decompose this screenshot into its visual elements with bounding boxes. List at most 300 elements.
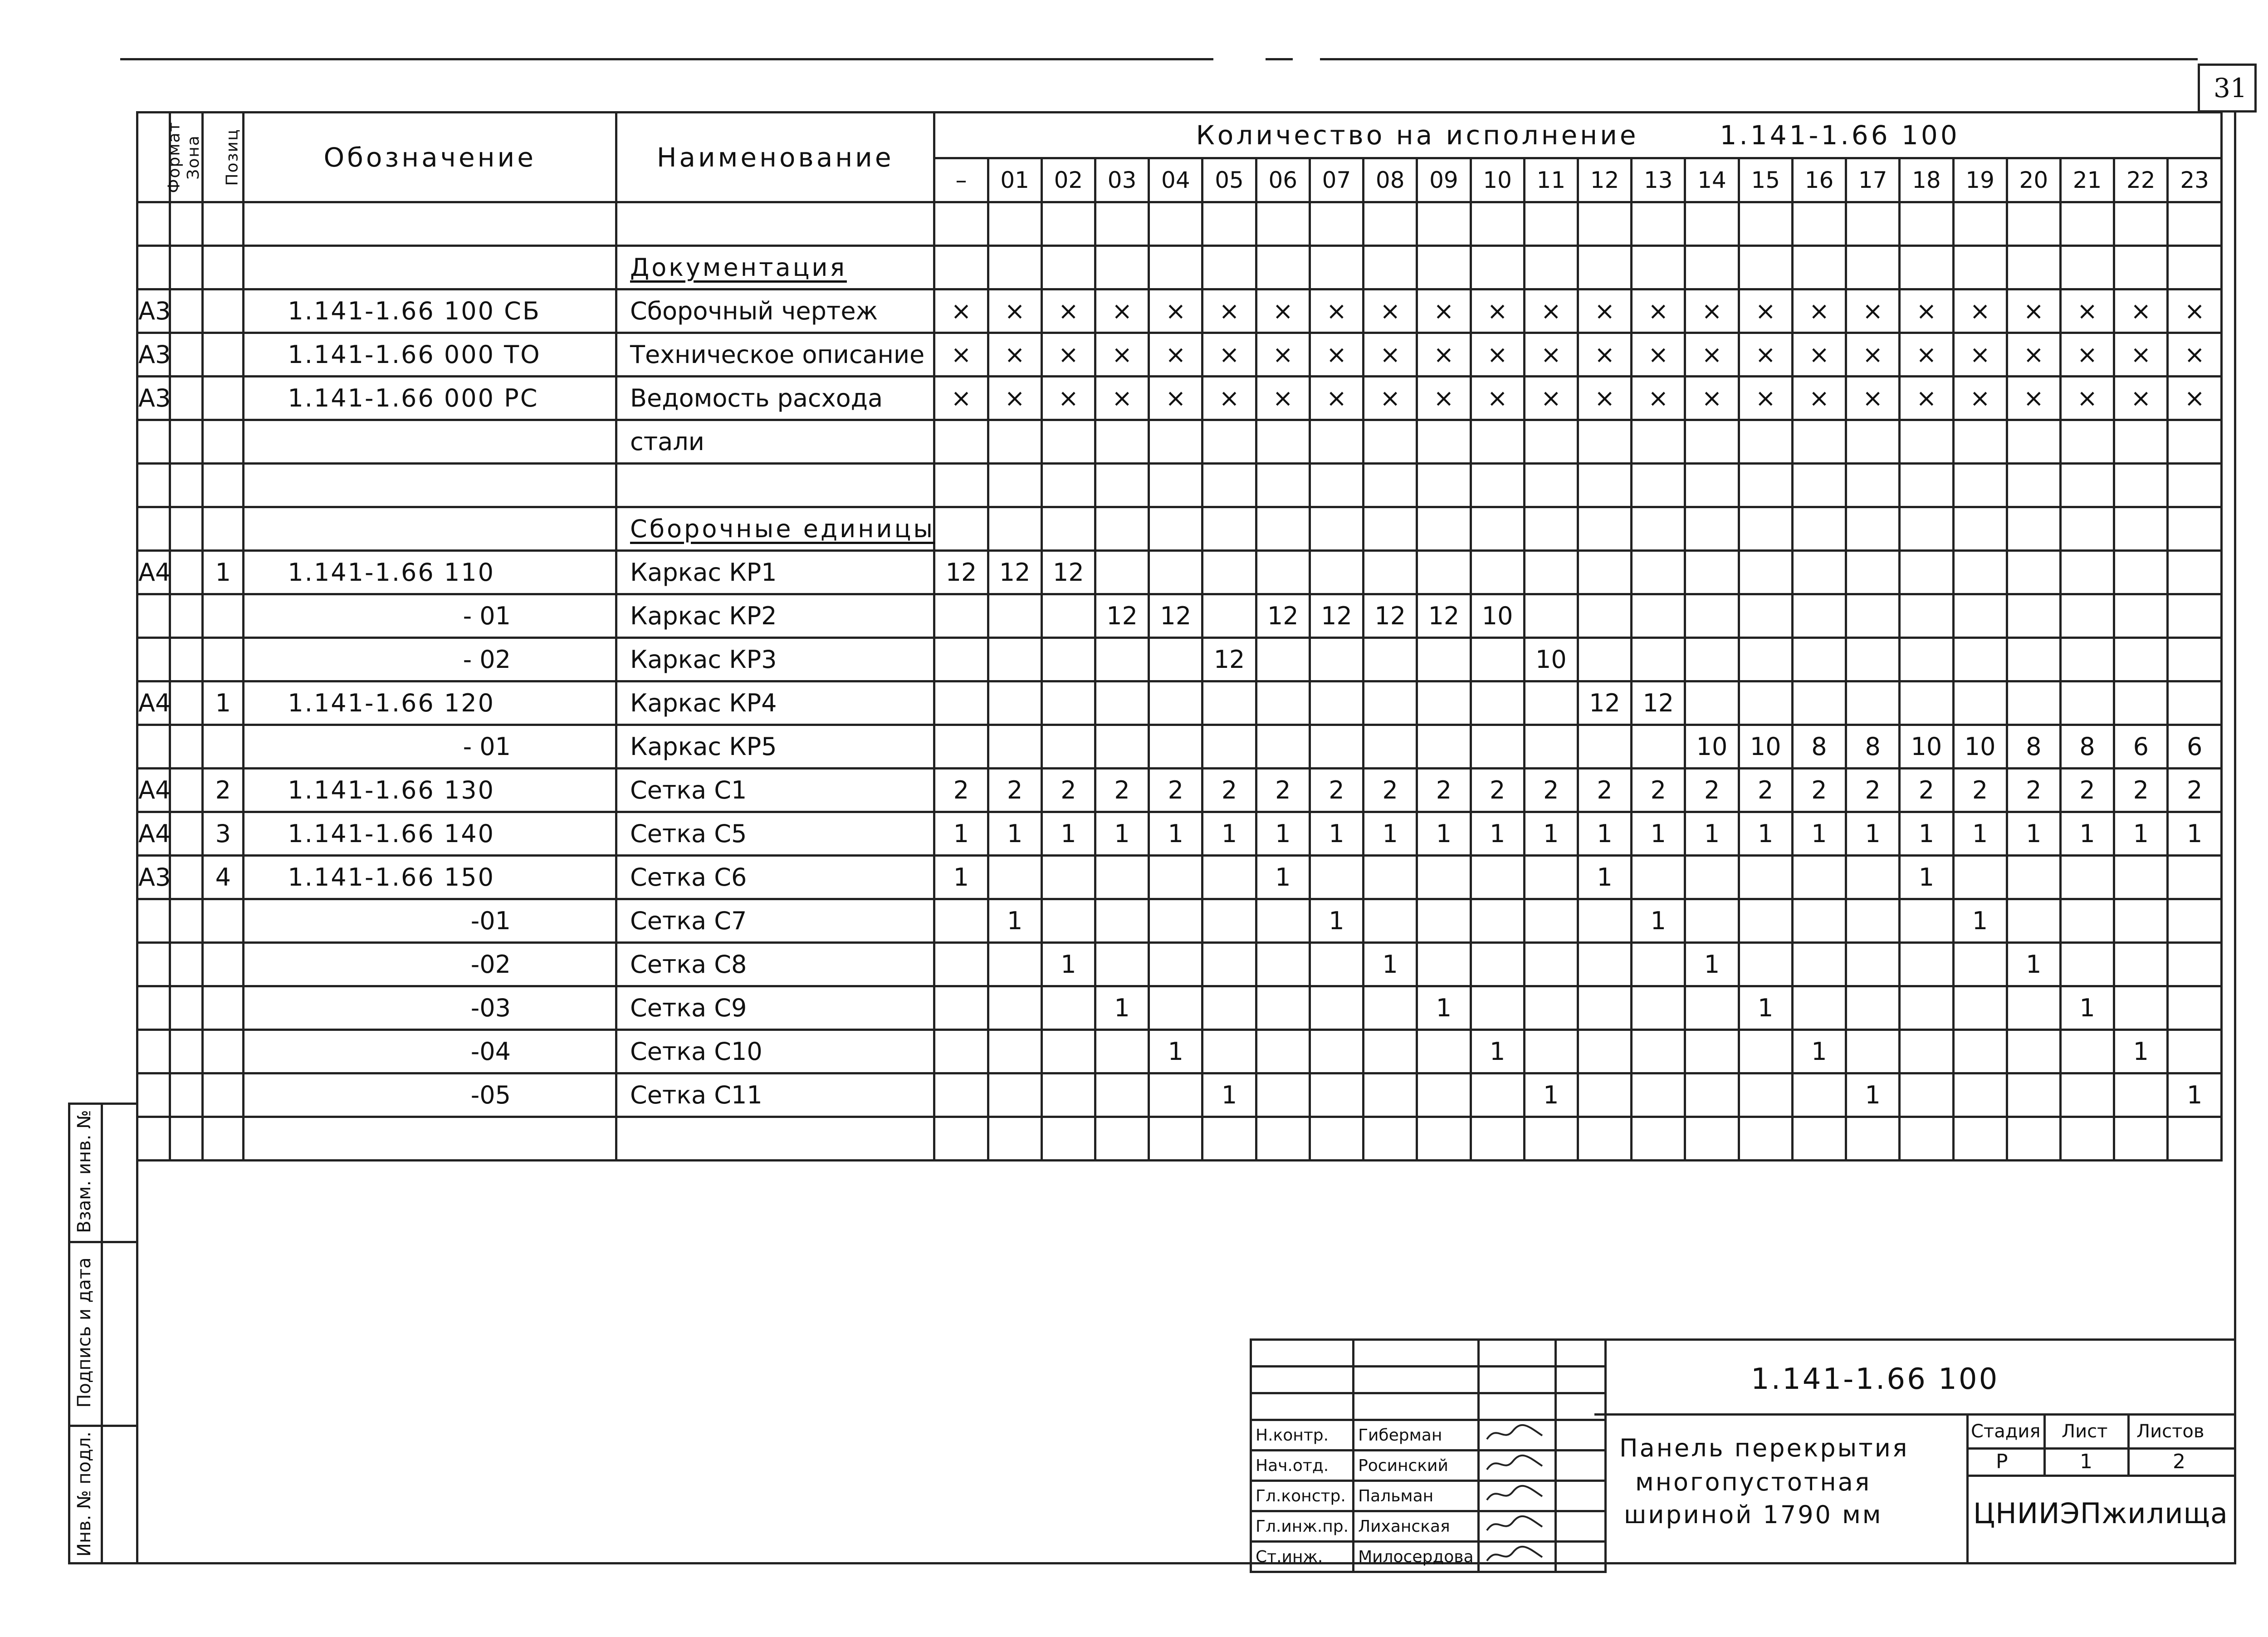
cell-quantity — [1846, 856, 1900, 899]
cell-quantity: 12 — [1417, 594, 1471, 638]
cell-name — [616, 377, 934, 420]
cell-quantity — [1739, 943, 1792, 986]
cell-designation: 1.141-1.66 150 — [244, 856, 616, 899]
cell-quantity: 1 — [1364, 812, 1417, 856]
cell-quantity — [2007, 681, 2060, 725]
variant-header: 07 — [1310, 158, 1363, 202]
handwritten-signature — [1483, 1513, 1547, 1536]
cell-quantity: 1 — [1578, 812, 1631, 856]
signer-role: Ст.инж. — [1251, 1542, 1354, 1572]
table-row — [137, 507, 2222, 551]
cell-format: А4 — [137, 551, 170, 594]
cell-quantity — [1792, 551, 1846, 594]
cell-quantity — [1202, 899, 1256, 943]
cell-quantity — [1417, 464, 1471, 507]
cell-quantity — [1739, 420, 1792, 464]
cell-quantity: × — [1041, 377, 1095, 420]
cell-quantity — [1632, 594, 1685, 638]
cell-quantity: 1 — [1632, 899, 1685, 943]
cell-quantity — [1685, 638, 1739, 681]
cell-quantity — [1900, 246, 1953, 289]
signature-table — [1250, 1338, 1607, 1573]
cell-quantity — [1632, 856, 1685, 899]
cell-quantity — [2168, 202, 2222, 246]
cell-format — [137, 943, 170, 986]
cell-quantity — [988, 638, 1041, 681]
cell-quantity — [2060, 202, 2114, 246]
cell-quantity: × — [1417, 289, 1471, 333]
cell-quantity — [1417, 638, 1471, 681]
cell-quantity — [2114, 551, 2168, 594]
cell-quantity — [1524, 856, 1578, 899]
table-row — [137, 812, 2222, 856]
cell-quantity — [1149, 1073, 1202, 1117]
section-heading: Документация — [630, 253, 847, 282]
signature-blank-row — [1251, 1393, 1606, 1420]
cell-quantity: × — [2060, 289, 2114, 333]
cell-quantity — [1310, 507, 1363, 551]
cell-quantity: 2 — [2168, 769, 2222, 812]
cell-quantity — [1524, 681, 1578, 725]
cell-quantity — [1471, 551, 1524, 594]
cell-quantity — [1310, 725, 1363, 769]
cell-quantity — [1632, 464, 1685, 507]
cell-quantity: × — [1900, 333, 1953, 377]
cell-quantity — [1685, 420, 1739, 464]
cell-quantity — [1900, 1030, 1953, 1073]
cell-quantity — [1041, 681, 1095, 725]
cell-quantity — [1900, 551, 1953, 594]
cell-quantity — [934, 986, 988, 1030]
variant-header: 17 — [1846, 158, 1900, 202]
cell-quantity: 2 — [1685, 769, 1739, 812]
cell-quantity — [1041, 1073, 1095, 1117]
cell-quantity: 1 — [1095, 986, 1149, 1030]
cell-position: 4 — [203, 856, 244, 899]
variant-header: 09 — [1417, 158, 1471, 202]
cell-name — [616, 1117, 934, 1161]
cell-quantity — [1846, 507, 1900, 551]
cell-quantity — [1417, 507, 1471, 551]
cell-quantity — [1310, 551, 1363, 594]
cell-quantity — [988, 507, 1041, 551]
cell-designation: 1.141-1.66 120 — [244, 681, 616, 725]
cell-quantity — [1041, 507, 1095, 551]
signature-row — [1251, 1451, 1606, 1481]
cell-quantity: 1 — [1095, 812, 1149, 856]
cell-zone — [170, 1030, 203, 1073]
cell-name — [616, 420, 934, 464]
cell-quantity: 1 — [1202, 1073, 1256, 1117]
cell-quantity: 8 — [1846, 725, 1900, 769]
cell-quantity: × — [1202, 333, 1256, 377]
cell-quantity: 8 — [1792, 725, 1846, 769]
cell-quantity — [2007, 986, 2060, 1030]
cell-quantity — [1953, 551, 2007, 594]
cell-quantity — [1524, 246, 1578, 289]
cell-format — [137, 725, 170, 769]
cell-quantity — [2060, 638, 2114, 681]
signer-role: Нач.отд. — [1251, 1451, 1354, 1481]
table-row — [137, 1117, 2222, 1161]
cell-quantity: 10 — [1953, 725, 2007, 769]
cell-quantity — [1900, 638, 1953, 681]
cell-quantity — [1578, 551, 1631, 594]
cell-quantity: 2 — [1095, 769, 1149, 812]
cell-quantity — [1202, 943, 1256, 986]
top-rule-3 — [1320, 58, 2198, 60]
item-name: Техническое описание — [630, 340, 925, 369]
cell-quantity: 2 — [1900, 769, 1953, 812]
cell-quantity — [1041, 725, 1095, 769]
cell-quantity — [1739, 202, 1792, 246]
cell-designation — [244, 464, 616, 507]
cell-quantity — [1364, 420, 1417, 464]
cell-position — [203, 899, 244, 943]
cell-quantity — [1900, 681, 1953, 725]
cell-quantity — [1900, 986, 1953, 1030]
variant-header: 01 — [988, 158, 1041, 202]
cell-format — [137, 1117, 170, 1161]
cell-quantity — [1095, 899, 1149, 943]
cell-quantity — [934, 1073, 988, 1117]
signature-cell — [1555, 1367, 1605, 1393]
cell-quantity — [1202, 246, 1256, 289]
signature-date — [1555, 1451, 1605, 1481]
cell-quantity — [1471, 246, 1524, 289]
cell-designation: -01 — [244, 899, 616, 943]
cell-quantity: 1 — [988, 812, 1041, 856]
cell-quantity: 1 — [1256, 812, 1310, 856]
cell-quantity — [1524, 986, 1578, 1030]
cell-quantity — [1739, 638, 1792, 681]
cell-quantity — [1202, 725, 1256, 769]
cell-quantity: × — [1792, 333, 1846, 377]
cell-quantity — [1953, 420, 2007, 464]
cell-quantity — [988, 246, 1041, 289]
cell-quantity — [1739, 464, 1792, 507]
handwritten-signature — [1483, 1544, 1547, 1566]
cell-quantity — [934, 507, 988, 551]
cell-quantity: 12 — [1632, 681, 1685, 725]
cell-quantity — [1095, 681, 1149, 725]
cell-quantity — [1846, 551, 1900, 594]
cell-quantity: × — [1202, 289, 1256, 333]
cell-quantity: × — [1310, 333, 1363, 377]
signature-cell — [1251, 1340, 1354, 1367]
cell-position — [203, 1117, 244, 1161]
cell-quantity — [988, 464, 1041, 507]
cell-quantity — [1364, 856, 1417, 899]
cell-quantity — [1202, 202, 1256, 246]
signature-cell — [1251, 1367, 1354, 1393]
cell-zone — [170, 899, 203, 943]
handwritten-signature — [1483, 1483, 1547, 1505]
cell-quantity — [2060, 1117, 2114, 1161]
cell-quantity — [2114, 856, 2168, 899]
cell-quantity — [1685, 1073, 1739, 1117]
cell-quantity: 1 — [2114, 1030, 2168, 1073]
cell-quantity — [1900, 420, 1953, 464]
title-line-3: шириной 1790 мм — [1624, 1500, 1883, 1529]
cell-quantity — [2114, 246, 2168, 289]
signature-mark — [1478, 1451, 1555, 1481]
cell-quantity — [1739, 1073, 1792, 1117]
cell-designation: 1.141-1.66 130 — [244, 769, 616, 812]
cell-designation: 1.141-1.66 110 — [244, 551, 616, 594]
cell-quantity — [2114, 1117, 2168, 1161]
variant-header: 02 — [1041, 158, 1095, 202]
cell-format — [137, 464, 170, 507]
cell-quantity — [1471, 464, 1524, 507]
header-designation: Обозначение — [244, 113, 616, 202]
signature-cell — [1478, 1367, 1555, 1393]
cell-quantity: 2 — [1256, 769, 1310, 812]
cell-quantity — [2007, 420, 2060, 464]
cell-quantity: 1 — [934, 856, 988, 899]
cell-quantity — [1417, 202, 1471, 246]
cell-quantity — [1256, 943, 1310, 986]
cell-quantity — [1310, 943, 1363, 986]
cell-quantity: × — [1739, 289, 1792, 333]
cell-quantity — [1685, 246, 1739, 289]
cell-position — [203, 289, 244, 333]
cell-quantity — [1632, 420, 1685, 464]
cell-quantity — [1149, 986, 1202, 1030]
cell-quantity: 1 — [1953, 899, 2007, 943]
cell-quantity: × — [1202, 377, 1256, 420]
cell-designation: -03 — [244, 986, 616, 1030]
cell-name — [616, 899, 934, 943]
cell-quantity — [1846, 464, 1900, 507]
quantity-title: Количество на исполнение — [1196, 120, 1639, 151]
cell-quantity — [1524, 420, 1578, 464]
cell-quantity — [2060, 594, 2114, 638]
cell-quantity: 1 — [1202, 812, 1256, 856]
cell-quantity: × — [1578, 377, 1631, 420]
cell-format — [137, 246, 170, 289]
cell-name — [616, 289, 934, 333]
cell-quantity — [2007, 202, 2060, 246]
cell-quantity — [934, 1030, 988, 1073]
header-format: Формат — [137, 113, 170, 202]
cell-position — [203, 377, 244, 420]
quantity-code: 1.141-1.66 100 — [1720, 120, 1960, 151]
cell-quantity — [2114, 202, 2168, 246]
cell-quantity — [1364, 202, 1417, 246]
cell-quantity: × — [1041, 333, 1095, 377]
table-row — [137, 420, 2222, 464]
cell-quantity — [1578, 725, 1631, 769]
cell-quantity — [1900, 943, 1953, 986]
cell-quantity — [1202, 551, 1256, 594]
cell-quantity — [1846, 202, 1900, 246]
cell-quantity: 1 — [1792, 812, 1846, 856]
cell-quantity: × — [1739, 377, 1792, 420]
cell-quantity — [1792, 681, 1846, 725]
cell-quantity — [934, 420, 988, 464]
signer-role: Н.контр. — [1251, 1420, 1354, 1451]
cell-name — [616, 464, 934, 507]
cell-quantity — [2114, 1073, 2168, 1117]
cell-quantity — [1953, 681, 2007, 725]
cell-format — [137, 1073, 170, 1117]
signer-role: Гл.инж.пр. — [1251, 1511, 1354, 1542]
cell-quantity — [1953, 246, 2007, 289]
item-name: Каркас КР1 — [630, 558, 777, 587]
item-name: Сетка С11 — [630, 1081, 763, 1109]
cell-quantity — [2168, 681, 2222, 725]
cell-quantity — [2114, 507, 2168, 551]
cell-quantity — [1471, 943, 1524, 986]
cell-quantity: 1 — [1632, 812, 1685, 856]
cell-quantity — [1632, 1030, 1685, 1073]
signer-role: Гл.констр. — [1251, 1481, 1354, 1511]
table-row — [137, 202, 2222, 246]
cell-quantity — [2168, 638, 2222, 681]
cell-quantity: 1 — [1578, 856, 1631, 899]
cell-quantity: 1 — [1256, 856, 1310, 899]
cell-quantity: 2 — [1149, 769, 1202, 812]
cell-quantity: 1 — [1041, 812, 1095, 856]
cell-quantity: 1 — [1417, 812, 1471, 856]
cell-quantity — [1256, 246, 1310, 289]
top-rule — [120, 58, 1213, 60]
signature-mark — [1478, 1542, 1555, 1572]
cell-quantity — [1095, 464, 1149, 507]
cell-quantity — [988, 202, 1041, 246]
table-row — [137, 246, 2222, 289]
cell-format — [137, 986, 170, 1030]
cell-quantity — [1900, 1073, 1953, 1117]
table-row — [137, 856, 2222, 899]
cell-quantity — [934, 638, 988, 681]
cell-quantity — [1364, 638, 1417, 681]
cell-quantity — [1792, 202, 1846, 246]
item-name: Сетка С8 — [630, 950, 747, 979]
cell-designation: -02 — [244, 943, 616, 986]
cell-quantity — [1417, 246, 1471, 289]
cell-quantity: 1 — [1846, 1073, 1900, 1117]
section-heading: Сборочные единицы — [630, 515, 935, 543]
cell-quantity — [1685, 551, 1739, 594]
cell-quantity — [1149, 725, 1202, 769]
cell-quantity: × — [1578, 333, 1631, 377]
handwritten-signature — [1483, 1452, 1547, 1475]
cell-designation: 1.141-1.66 000 РС — [244, 377, 616, 420]
cell-format: А4 — [137, 769, 170, 812]
cell-quantity — [2007, 899, 2060, 943]
cell-quantity: × — [934, 289, 988, 333]
sheets-value: 2 — [2173, 1450, 2185, 1473]
cell-quantity — [1364, 464, 1417, 507]
cell-quantity — [1578, 464, 1631, 507]
cell-designation — [244, 507, 616, 551]
cell-quantity: × — [1953, 377, 2007, 420]
cell-quantity: 1 — [1739, 986, 1792, 1030]
signature-cell — [1251, 1393, 1354, 1420]
table-row — [137, 638, 2222, 681]
cell-quantity: 1 — [1792, 1030, 1846, 1073]
cell-quantity — [1095, 246, 1149, 289]
cell-quantity: 2 — [934, 769, 988, 812]
cell-quantity — [1739, 1030, 1792, 1073]
cell-quantity — [1739, 681, 1792, 725]
cell-position — [203, 943, 244, 986]
cell-quantity — [1364, 725, 1417, 769]
cell-quantity: 1 — [1900, 856, 1953, 899]
cell-quantity — [2007, 1073, 2060, 1117]
cell-quantity — [1256, 507, 1310, 551]
variant-header: 05 — [1202, 158, 1256, 202]
item-name: Каркас КР4 — [630, 689, 777, 717]
cell-quantity — [1364, 986, 1417, 1030]
cell-quantity — [1041, 856, 1095, 899]
cell-quantity: 12 — [1095, 594, 1149, 638]
cell-quantity — [1900, 899, 1953, 943]
cell-quantity — [1149, 464, 1202, 507]
cell-name — [616, 551, 934, 594]
cell-quantity — [1792, 246, 1846, 289]
cell-quantity: 10 — [1739, 725, 1792, 769]
cell-format — [137, 594, 170, 638]
cell-quantity — [1953, 594, 2007, 638]
cell-quantity: 2 — [1578, 769, 1631, 812]
cell-quantity: × — [1524, 377, 1578, 420]
cell-zone — [170, 856, 203, 899]
cell-quantity — [1685, 464, 1739, 507]
cell-quantity — [1524, 594, 1578, 638]
cell-zone — [170, 1117, 203, 1161]
cell-quantity — [1846, 1117, 1900, 1161]
cell-position — [203, 1073, 244, 1117]
cell-format — [137, 507, 170, 551]
cell-quantity — [1792, 1117, 1846, 1161]
cell-quantity: × — [1149, 333, 1202, 377]
cell-quantity: 1 — [1846, 812, 1900, 856]
cell-quantity — [1364, 551, 1417, 594]
cell-quantity: 2 — [2114, 769, 2168, 812]
cell-quantity: × — [1095, 377, 1149, 420]
cell-quantity — [1792, 1073, 1846, 1117]
cell-quantity — [1256, 420, 1310, 464]
cell-quantity: 1 — [1471, 1030, 1524, 1073]
cell-quantity — [1417, 899, 1471, 943]
cell-quantity: 2 — [1364, 769, 1417, 812]
cell-quantity — [1149, 681, 1202, 725]
cell-quantity: × — [1953, 333, 2007, 377]
signature-cell — [1354, 1393, 1478, 1420]
cell-quantity — [1953, 1117, 2007, 1161]
signature-date — [1555, 1511, 1605, 1542]
cell-quantity — [1256, 1030, 1310, 1073]
cell-quantity: 2 — [1524, 769, 1578, 812]
cell-quantity: 1 — [1417, 986, 1471, 1030]
cell-quantity: 12 — [1364, 594, 1417, 638]
cell-zone — [170, 420, 203, 464]
cell-quantity: × — [1685, 333, 1739, 377]
cell-quantity: 2 — [1953, 769, 2007, 812]
signer-name: Лиханская — [1354, 1511, 1478, 1542]
cell-zone — [170, 594, 203, 638]
cell-quantity — [2168, 464, 2222, 507]
signature-cell — [1555, 1340, 1605, 1367]
cell-quantity — [1095, 856, 1149, 899]
cell-quantity — [1202, 464, 1256, 507]
cell-quantity — [1310, 1117, 1363, 1161]
side-vzam: Взам. инв. № — [74, 1110, 95, 1233]
title-code-sep — [1594, 1413, 2236, 1416]
